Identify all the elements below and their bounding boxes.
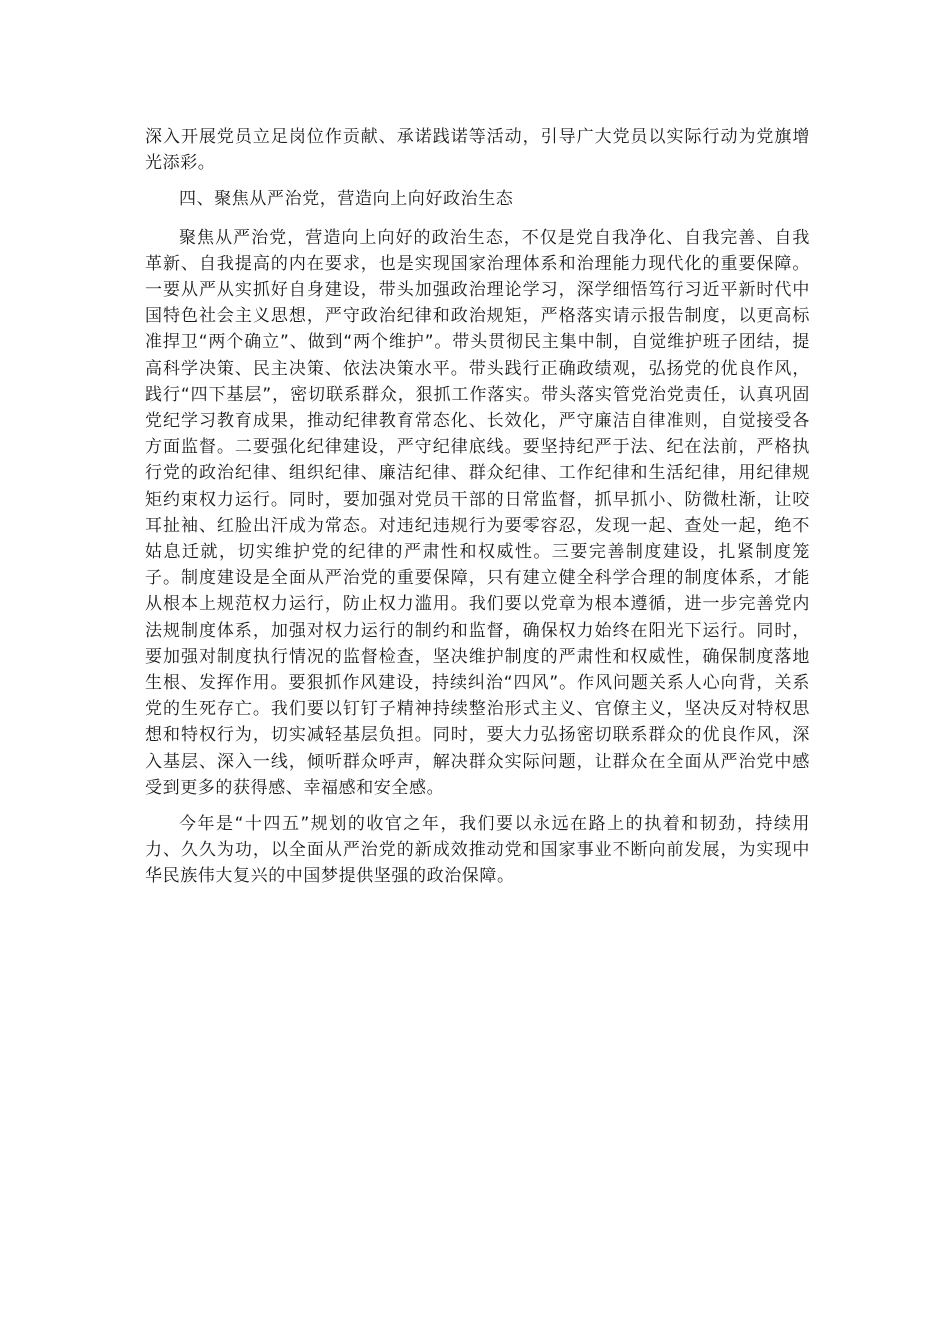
closing-paragraph: 今年是“十四五”规划的收官之年，我们要以永远在路上的执着和韧劲，持续用力、久久为功，以全面从严治党的新成效推动党和国家事业不断向前发展，为实现中华民族伟大复兴的中国梦提供坚强的政治保障。 — [145, 814, 810, 887]
body-paragraph: 聚焦从严治党，营造向上向好的政治生态，不仅是党自我净化、自我完善、自我革新、自我提高的内在要求，也是实现国家治理体系和治理能力现代化的重要保障。一要从严从实抓好自身建设，带头加强政治理论学习，深学细悟笃行习近平新时代中国特色社会主义思想，严守政治纪律和政治规矩，严格落实请示报告制度，以更高标准捍卫“两个确立”、做到“两个维护”。带头贯彻民主集中制，自觉维护班子团结，提高科学决策、民主决策、依法决策水平。带头践行正确政绩观，弘扬党的优良作风，践行“四下基层”，密切联系群众，狠抓工作落实。带头落实管党治党责任，认真巩固党纪学习教育成果，推动纪律教育常态化、长效化，严守廉洁自律准则，自觉接受各方面监督。二要强化纪律建设，严守纪律底线。要坚持纪严于法、纪在法前，严格执行党的政治纪律、组织纪律、廉洁纪律、群众纪律、工作纪律和生活纪律，用纪律规矩约束权力运行。同时，要加强对党员干部的日常监督，抓早抓小、防微杜渐，让咬耳扯袖、红脸出汗成为常态。对违纪违规行为要零容忍，发现一起、查处一起，绝不姑息迁就，切实维护党的纪律的严肃性和权威性。三要完善制度建设，扎紧制度笼子。制度建设是全面从严治党的重要保障，只有建立健全科学合理的制度体系，才能从根本上规范权力运行，防止权力滥用。我们要以党章为根本遵循，进一步完善党内法规制度体系，加强对权力运行的制约和监督，确保权力始终在阳光下运行。同时，要加强对制度执行情况的监督检查，坚决维护制度的严肃性和权威性，确保制度落地生根、发挥作用。要狠抓作风建设，持续纠治“四风”。作风问题关系人心向背，关系党的生死存亡。我们要以钉钉子精神持续整治形式主义、官僚主义，坚决反对特权思想和特权行为，切实减轻基层负担。同时，要大力弘扬密切联系群众的优良作风，深入基层、深入一线，倾听群众呼声，解决群众实际问题，让群众在全面从严治党中感受到更多的获得感、幸福感和安全感。 — [145, 227, 810, 798]
section-heading: 四、聚焦从严治党，营造向上向好政治生态 — [179, 189, 514, 210]
continuation-paragraph: 深入开展党员立足岗位作贡献、承诺践诺等活动，引导广大党员以实际行动为党旗增光添彩。 — [145, 127, 810, 174]
document-body — [145, 124, 810, 900]
